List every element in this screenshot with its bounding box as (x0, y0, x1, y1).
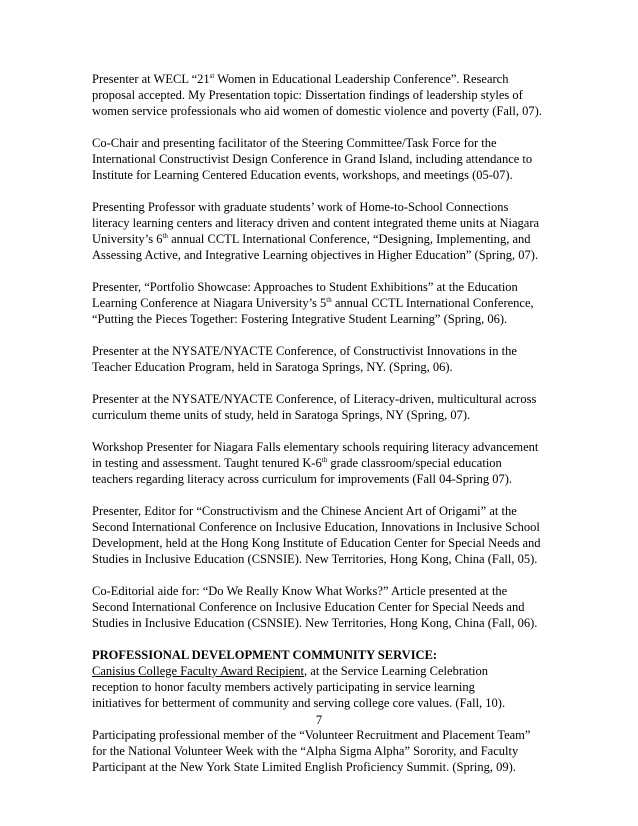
text-line: Second International Conference on Inclusive Education Center for Special Needs and (92, 600, 525, 614)
text-line: literacy learning centers and literacy driven and content integrated theme units at Niagara (92, 216, 540, 230)
text-line: curriculum theme units of study, held in Saratoga Springs, NY (Spring, 07). (92, 408, 471, 422)
text-line: Teacher Education Program, held in Saratoga Springs, NY. (Spring, 06). (92, 360, 453, 374)
section-heading: PROFESSIONAL DEVELOPMENT COMMUNITY SERVICE: (92, 648, 438, 662)
text-line: reception to honor faculty members actively participating in service learning (92, 680, 475, 694)
paragraph-portfolio-showcase (92, 279, 552, 327)
text-line: Presenter, “Portfolio Showcase: Approaches to Student Exhibitions” at the Education (92, 280, 518, 294)
text-line: Presenter at the NYSATE/NYACTE Conference, of Literacy-driven, multicultural across (92, 392, 537, 406)
page-number: 7 (315, 713, 323, 727)
text-line: Assessing Active, and Integrative Learning objectives in Higher Education” (Spring, 07). (92, 248, 539, 262)
paragraph-nysate-2007 (92, 391, 552, 423)
paragraph-wecl (92, 71, 552, 119)
text-line: “Putting the Pieces Together: Fostering Integrative Student Learning” (Spring, 06). (92, 312, 508, 326)
text-line: Participant at the New York State Limited English Proficiency Summit. (Spring, 09). (92, 760, 516, 774)
text-line: Co-Editorial aide for: “Do We Really Know What Works?” Article presented at the (92, 584, 508, 598)
text-line: in testing and assessment. Taught tenured K-6th grade classroom/special education (92, 456, 502, 470)
text-line: Studies in Inclusive Education (CSNSIE). New Territories, Hong Kong, China (Fall, 06). (92, 616, 538, 630)
text-line: International Constructivist Design Conference in Grand Island, including attendance to (92, 152, 533, 166)
text-line: Participating professional member of the “Volunteer Recruitment and Placement Team” (92, 728, 531, 742)
text-line: Canisius College Faculty Award Recipient, at the Service Learning Celebration (92, 664, 488, 678)
paragraph-co-chair (92, 135, 552, 183)
paragraph-co-editorial (92, 583, 552, 631)
text-line: Presenting Professor with graduate students’ work of Home-to-School Connections (92, 200, 509, 214)
text-line: Second International Conference on Inclusive Education, Innovations in Inclusive School (92, 520, 540, 534)
text-line: for the National Volunteer Week with the “Alpha Sigma Alpha” Sorority, and Faculty (92, 744, 519, 758)
page-content (92, 71, 552, 791)
text-line: teachers regarding literacy across curriculum for improvements (Fall 04-Spring 07). (92, 472, 513, 486)
text-line: Institute for Learning Centered Education events, workshops, and meetings (05-07). (92, 168, 513, 182)
text-line: Development, held at the Hong Kong Institute of Education Center for Special Needs and (92, 536, 541, 550)
paragraph-presenting-professor (92, 199, 552, 263)
text-line: initiatives for betterment of community and serving college core values. (Fall, 10). (92, 696, 506, 710)
text-line: Co-Chair and presenting facilitator of the Steering Committee/Task Force for the (92, 136, 497, 150)
award-title: Canisius College Faculty Award Recipient (92, 664, 305, 678)
text-line: Presenter, Editor for “Constructivism and the Chinese Ancient Art of Origami” at the (92, 504, 517, 518)
text-line: Presenter at the NYSATE/NYACTE Conference, of Constructivist Innovations in the (92, 344, 517, 358)
paragraph-nysate-2006 (92, 343, 552, 375)
paragraph-origami (92, 503, 552, 567)
paragraph-volunteer (92, 727, 552, 775)
text-line: Studies in Inclusive Education (CSNSIE). New Territories, Hong Kong, China (Fall, 05). (92, 552, 538, 566)
text-line: proposal accepted. My Presentation topic: Dissertation findings of leadership styles of (92, 88, 523, 102)
text-line: Learning Conference at Niagara University’s 5th annual CCTL International Conference, (92, 296, 534, 310)
text-line: University’s 6th annual CCTL International Conference, “Designing, Implementing, and (92, 232, 531, 246)
text-line: women service professionals who aid women of domestic violence and poverty (Fall, 07). (92, 104, 542, 118)
paragraph-workshop-presenter (92, 439, 552, 487)
section-community-service (92, 647, 552, 711)
text-line: Workshop Presenter for Niagara Falls elementary schools requiring literacy advancement (92, 440, 539, 454)
text-line: Presenter at WECL “21st Women in Educational Leadership Conference”. Research (92, 72, 509, 86)
